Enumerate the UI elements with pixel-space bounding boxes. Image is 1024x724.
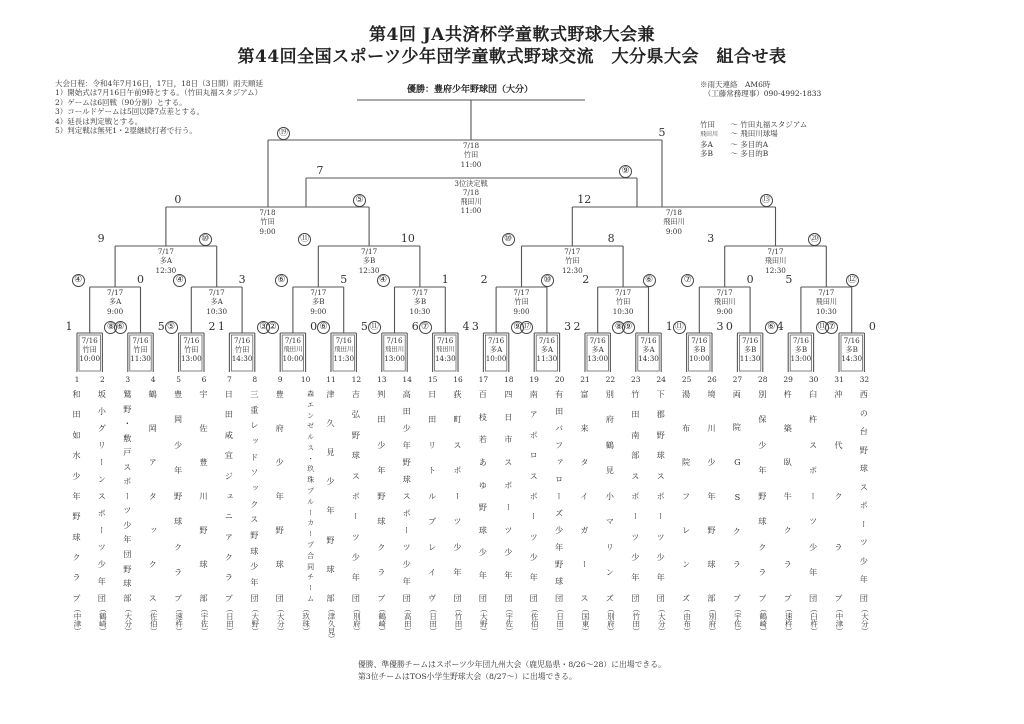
team-name: 有 田 バ フ ァ ロ ー ズ 少 年 野 球 団 bbox=[554, 390, 565, 602]
match-venue: 多A bbox=[591, 345, 604, 354]
match-venue: 多B bbox=[362, 256, 376, 265]
venue-row: 竹田 ～ 竹田丸福スタジアム bbox=[700, 120, 808, 129]
score-label: ⑲ bbox=[278, 128, 288, 138]
match-time: 10:00 bbox=[485, 354, 507, 363]
team-number: 24 bbox=[656, 375, 666, 384]
match-date: 7/17 bbox=[157, 247, 174, 256]
score-label: 12 bbox=[577, 193, 592, 206]
team-number: 2 bbox=[100, 375, 105, 384]
match-time: 9:00 bbox=[107, 307, 124, 316]
score-label: ⑨ bbox=[622, 321, 635, 334]
team-name: 富 来 タ イ ガ ー ス bbox=[580, 390, 590, 602]
match-venue: 多A bbox=[540, 345, 554, 354]
team-town: （速杵） bbox=[784, 605, 794, 635]
team-number: 8 bbox=[252, 375, 258, 384]
match-venue: 多A bbox=[210, 297, 223, 306]
match-venue: 竹田 bbox=[260, 217, 275, 226]
team-name: 判 田 少 年 野 球 ク ラ ブ bbox=[376, 390, 387, 602]
score-label: 2 bbox=[208, 320, 216, 333]
page-title-line2: 第44回全国スポーツ少年団学童軟式野球交流 大分県大会 組合せ表 bbox=[237, 47, 787, 67]
team-town: （国東） bbox=[581, 605, 590, 635]
rule-line: 大会日程：令和4年7月16日，17日，18日（3日間）雨天順延 bbox=[55, 79, 263, 88]
team-name: 竹 田 南 部 ス ポ ー ツ 少 年 団 bbox=[630, 390, 641, 602]
team-town: （佐伯） bbox=[149, 605, 159, 635]
team-name: 荻 町 ス ポ ー ツ 少 年 団 bbox=[453, 390, 463, 602]
match-date: 7/17 bbox=[107, 288, 124, 297]
match-time: 13:00 bbox=[180, 354, 202, 363]
score-label: ⑩ bbox=[541, 274, 554, 287]
score-label: 5 bbox=[785, 273, 793, 286]
third-place-date: 7/18 bbox=[462, 188, 480, 197]
match-date: 7/18 bbox=[665, 208, 682, 217]
team-name: 鶴 岡 ア タ ッ ク ス bbox=[148, 390, 159, 602]
score-label: 6 bbox=[411, 320, 419, 333]
score-label: ⑳ bbox=[810, 234, 820, 244]
team-number: 15 bbox=[427, 375, 438, 384]
score-label: 2 bbox=[582, 273, 590, 286]
team-town: （鶴崎） bbox=[758, 605, 768, 635]
match-date: 7/17 bbox=[818, 288, 835, 297]
score-label: 3 bbox=[564, 320, 572, 333]
team-number: 14 bbox=[402, 375, 412, 384]
team-name: 三 重 レ ッ ド ソ ッ ク ス 野 球 少 年 団 bbox=[249, 390, 260, 602]
match-date: 7/18 bbox=[259, 208, 276, 217]
score-label: ⑪ bbox=[674, 322, 684, 332]
match-time: 12:30 bbox=[765, 266, 786, 275]
match-date: 7/17 bbox=[361, 247, 378, 256]
score-label: 5 bbox=[360, 320, 368, 333]
match-time: 12:30 bbox=[155, 266, 177, 275]
third-place-time: 11:00 bbox=[460, 206, 482, 215]
match-venue: 多B bbox=[312, 297, 325, 306]
team-number: 18 bbox=[504, 375, 514, 384]
team-town: （宇佐） bbox=[200, 605, 209, 635]
score-label: 1 bbox=[65, 320, 73, 333]
team-town: （日田） bbox=[555, 605, 565, 635]
team-number: 13 bbox=[377, 375, 387, 384]
team-number: 4 bbox=[150, 375, 156, 384]
match-time: 14:30 bbox=[638, 354, 659, 363]
score-label: ⑫ bbox=[847, 275, 857, 285]
team-town: （鶴崎） bbox=[377, 605, 387, 635]
team-name: 湯 布 院 フ レ ン ズ bbox=[681, 390, 692, 602]
third-place-label: 3位決定戦 bbox=[454, 179, 488, 188]
score-label: ⑧ bbox=[104, 321, 117, 334]
final-time: 11:00 bbox=[460, 160, 482, 169]
match-date: 7/17 bbox=[513, 288, 530, 297]
team-number: 19 bbox=[529, 375, 539, 384]
match-venue: 飛田川 bbox=[334, 345, 354, 353]
match-date: 7/16 bbox=[234, 336, 251, 345]
team-name: 津 久 見 少 年 野 球 部 bbox=[326, 390, 336, 602]
team-name: 別 府 鶴 見 小 マ リ ン ズ bbox=[605, 390, 616, 602]
team-name: 高 田 少 年 野 球 ス ポ ー ツ 少 年 団 bbox=[402, 390, 413, 602]
match-venue: 飛田川 bbox=[713, 297, 736, 306]
match-venue: 竹田 bbox=[565, 256, 580, 265]
team-town: （大分） bbox=[276, 605, 286, 635]
team-town: （佐伯） bbox=[530, 605, 540, 635]
team-town: （中津） bbox=[73, 605, 82, 635]
score-label: ⑦ bbox=[825, 321, 838, 334]
match-date: 7/16 bbox=[691, 336, 708, 345]
score-label: 10 bbox=[400, 232, 415, 245]
match-time: 11:30 bbox=[536, 354, 558, 363]
team-town: （津久見） bbox=[327, 605, 336, 643]
match-venue: 飛田川 bbox=[764, 256, 787, 265]
match-time: 11:30 bbox=[739, 354, 761, 363]
team-number: 30 bbox=[808, 375, 819, 384]
score-label: ⑩ bbox=[199, 233, 212, 246]
match-time: 11:30 bbox=[333, 354, 355, 363]
match-venue: 多A bbox=[108, 297, 122, 306]
team-town: （速杵） bbox=[174, 605, 184, 635]
team-name: 四 日 市 ス ポ ー ツ 少 年 団 bbox=[503, 390, 514, 602]
score-label: ⑥ bbox=[317, 321, 330, 334]
score-label: ⑧ bbox=[612, 321, 625, 334]
match-time: 10:30 bbox=[409, 307, 431, 316]
match-date: 7/17 bbox=[208, 288, 225, 297]
score-label: 5 bbox=[340, 273, 348, 286]
match-time: 9:00 bbox=[665, 227, 682, 236]
team-town: （大野） bbox=[250, 605, 260, 635]
team-name: 日 田 リ ト ル ブ レ イ ヴ bbox=[427, 390, 438, 602]
team-number: 23 bbox=[631, 375, 641, 384]
contact-line: （工藤常務理事）090-4992-1833 bbox=[700, 89, 822, 99]
match-date: 7/17 bbox=[310, 288, 327, 297]
match-venue: 竹田 bbox=[184, 345, 199, 354]
score-label: 0 bbox=[174, 193, 182, 206]
team-name: 森 エ ン ゼ ル ス ・ 玖 珠 ブ ル ー カ ー プ 合 同 チ ー ム bbox=[306, 390, 315, 602]
score-label: 2 bbox=[480, 273, 488, 286]
match-venue: 多B bbox=[794, 345, 808, 354]
team-number: 5 bbox=[176, 375, 181, 384]
match-time: 10:30 bbox=[206, 307, 228, 316]
team-town: （中津） bbox=[835, 605, 844, 635]
match-venue: 飛田川 bbox=[663, 217, 685, 226]
contact-line: ※雨天連絡 AM6時 bbox=[700, 80, 771, 89]
match-date: 7/16 bbox=[589, 336, 606, 345]
score-label: 2 bbox=[573, 320, 581, 333]
team-town: （大分） bbox=[657, 605, 667, 635]
match-venue: 竹田 bbox=[133, 345, 148, 354]
third-place-venue: 飛田川 bbox=[460, 197, 482, 206]
match-time: 9:00 bbox=[513, 307, 530, 316]
match-venue: 多A bbox=[489, 345, 503, 354]
score-label: ⑪ bbox=[300, 234, 310, 244]
score-label: ⑥ bbox=[765, 321, 778, 334]
match-venue: 飛田川 bbox=[283, 345, 303, 353]
match-time: 13:00 bbox=[587, 354, 609, 363]
team-town: （別府） bbox=[708, 605, 717, 635]
footer-line: 第3位チームはTOS小学生野球大会（8/27～）に出場できる。 bbox=[358, 672, 577, 681]
score-label: ⑥ bbox=[643, 274, 656, 287]
score-label: 9 bbox=[97, 232, 105, 245]
team-town: （竹田） bbox=[631, 605, 641, 635]
team-name: 宇 佐 豊 川 野 球 部 bbox=[199, 390, 209, 602]
match-date: 7/16 bbox=[335, 336, 352, 345]
match-time: 10:00 bbox=[282, 354, 304, 363]
venue-row: 飛田川 ～ 飛田川球場 bbox=[700, 129, 778, 139]
team-name: 南 ア ポ ロ ス ポ ー ツ 少 年 団 bbox=[529, 390, 540, 602]
match-time: 14:30 bbox=[231, 354, 253, 363]
team-number: 1 bbox=[74, 375, 80, 384]
score-label: 4 bbox=[462, 320, 470, 333]
team-number: 12 bbox=[351, 375, 362, 384]
team-town: （鶴崎） bbox=[98, 605, 108, 635]
footer-line: 優勝、準優勝チームはスポーツ少年団九州大会（鹿児島県・8/26～28）に出場できる。 bbox=[358, 660, 666, 669]
score-label: ② bbox=[266, 321, 279, 334]
score-label: ⑪ bbox=[369, 322, 379, 332]
team-number: 7 bbox=[227, 375, 232, 384]
match-venue: 竹田 bbox=[234, 345, 250, 354]
score-label: ⑰ bbox=[522, 322, 532, 332]
score-label: ⑦ bbox=[681, 274, 694, 287]
score-label: ⑤ bbox=[353, 194, 366, 207]
final-venue: 竹田 bbox=[463, 150, 479, 159]
match-venue: 多B bbox=[743, 345, 757, 354]
match-date: 7/17 bbox=[767, 247, 784, 256]
match-date: 7/16 bbox=[538, 336, 555, 345]
match-venue: 多B bbox=[413, 297, 427, 306]
score-label: 4 bbox=[776, 320, 784, 333]
team-number: 22 bbox=[605, 375, 616, 384]
team-name: 下 郡 野 球 ス ポ ー ツ 少 年 団 bbox=[656, 390, 667, 602]
match-time: 12:30 bbox=[561, 266, 583, 275]
match-date: 7/16 bbox=[488, 336, 505, 345]
match-date: 7/17 bbox=[411, 288, 428, 297]
match-date: 7/17 bbox=[716, 288, 733, 297]
match-date: 7/17 bbox=[615, 288, 632, 297]
match-date: 7/16 bbox=[640, 336, 657, 345]
team-town: （高田） bbox=[403, 605, 413, 635]
score-label: ⑬ bbox=[761, 195, 771, 205]
match-venue: 多B bbox=[693, 345, 706, 354]
rule-line: 5）判定戦は無死1・2塁継続打者で行う。 bbox=[55, 126, 197, 136]
score-label: 3 bbox=[471, 320, 479, 333]
team-town: （別府） bbox=[606, 605, 616, 635]
match-venue: 多B bbox=[845, 345, 858, 354]
match-date: 7/16 bbox=[284, 336, 301, 345]
score-label: 1 bbox=[217, 320, 225, 333]
match-venue: 飛田川 bbox=[435, 345, 455, 353]
team-name: 西 の 台 野 球 ス ポ ー ツ 少 年 団 bbox=[859, 390, 870, 602]
rule-line: 3）コールドゲームは5回以降7点差とする。 bbox=[55, 107, 205, 117]
score-label: 8 bbox=[607, 232, 615, 245]
match-time: 9:00 bbox=[259, 227, 276, 236]
team-name: 豊 府 少 年 野 球 団 bbox=[275, 390, 286, 602]
match-venue: 竹田 bbox=[615, 297, 631, 306]
match-venue: 竹田 bbox=[514, 297, 529, 306]
team-name: 和 田 如 水 少 年 野 球 ク ラ ブ bbox=[72, 390, 82, 602]
score-label: 3 bbox=[238, 273, 246, 286]
score-label: ④ bbox=[173, 274, 186, 287]
team-town: （竹田） bbox=[454, 605, 463, 635]
score-label: 0 bbox=[868, 320, 876, 333]
match-date: 7/16 bbox=[386, 336, 403, 345]
team-town: （大分） bbox=[123, 605, 133, 635]
team-town: （大分） bbox=[860, 605, 870, 635]
team-number: 20 bbox=[554, 375, 565, 384]
score-label: 5 bbox=[658, 126, 666, 139]
team-town: （玖珠） bbox=[301, 605, 311, 635]
score-label: ⑨ bbox=[511, 321, 524, 334]
rule-line: 1）開始式は7月16日午前9時とする。（竹田丸福スタジアム） bbox=[55, 88, 263, 98]
team-name: 杵 築 臥 牛 ク ラ ブ bbox=[783, 390, 794, 602]
score-label: ⑤ bbox=[165, 321, 178, 334]
team-name: 境 川 少 年 野 球 部 bbox=[707, 390, 717, 602]
score-label: 0 bbox=[746, 273, 754, 286]
score-label: ④ bbox=[377, 274, 390, 287]
team-name: 鷲 野 ・ 敷 戸 ス ポ ー ツ 少 年 団 野 球 部 bbox=[122, 390, 133, 602]
team-number: 6 bbox=[201, 375, 207, 384]
match-date: 7/16 bbox=[183, 336, 200, 345]
match-venue: 多A bbox=[159, 256, 173, 265]
team-name: 臼 杵 ス ポ ー ツ 少 年 団 bbox=[808, 390, 819, 602]
team-number: 9 bbox=[277, 375, 283, 384]
team-name: 豊 岡 少 年 野 球 ク ラ ブ bbox=[173, 390, 184, 602]
team-town: （宇佐） bbox=[504, 605, 514, 635]
match-venue: 飛田川 bbox=[384, 345, 405, 353]
final-date: 7/18 bbox=[462, 141, 480, 150]
team-town: （別府） bbox=[352, 605, 362, 635]
score-label: ⑦ bbox=[419, 321, 432, 334]
match-time: 10:00 bbox=[688, 354, 710, 363]
match-date: 7/17 bbox=[564, 247, 581, 256]
team-number: 16 bbox=[453, 375, 463, 384]
score-label: 1 bbox=[441, 273, 449, 286]
page-title-line1: 第4回 JA共済杯学童軟式野球大会兼 bbox=[369, 25, 655, 45]
footer-notes bbox=[358, 659, 666, 683]
score-label: ⑪ bbox=[817, 322, 827, 332]
team-name: 日 田 咸 宜 ジ ュ ニ ア ク ラ ブ bbox=[224, 390, 235, 602]
score-label: 1 bbox=[665, 320, 673, 333]
team-town: （由布） bbox=[682, 605, 692, 635]
match-date: 7/16 bbox=[81, 336, 98, 345]
team-name: 沖 代 ク ラ ブ bbox=[834, 390, 844, 602]
team-name: 吉 弘 野 球 ス ポ ー ツ 少 年 団 bbox=[351, 390, 362, 602]
match-time: 14:30 bbox=[841, 354, 863, 363]
team-number: 10 bbox=[300, 375, 311, 384]
score-label: 0 bbox=[725, 320, 733, 333]
match-venue: 多A bbox=[642, 345, 655, 354]
match-time: 11:30 bbox=[130, 354, 151, 363]
match-time: 13:00 bbox=[790, 354, 812, 363]
match-time: 14:30 bbox=[434, 354, 456, 363]
score-label: ③ bbox=[257, 321, 270, 334]
team-town: （宇佐） bbox=[733, 605, 743, 635]
match-time: 13:00 bbox=[384, 354, 405, 363]
team-name: 百 枝 若 あ ゆ 野 球 少 年 団 bbox=[478, 390, 489, 602]
team-number: 28 bbox=[758, 375, 768, 384]
match-date: 7/16 bbox=[437, 336, 454, 345]
team-name: 別 保 少 年 野 球 ク ラ ブ bbox=[757, 390, 768, 602]
team-number: 25 bbox=[681, 375, 692, 384]
venue-row: 多A ～ 多目的A bbox=[700, 139, 769, 149]
score-label: ⑥ bbox=[275, 274, 288, 287]
team-number: 3 bbox=[125, 375, 131, 384]
team-town: （日田） bbox=[428, 605, 438, 635]
match-time: 10:30 bbox=[612, 307, 634, 316]
team-name: 坂 小 グ リ ー ン ス ポ ー ツ 少 年 団 bbox=[97, 390, 108, 602]
match-date: 7/16 bbox=[132, 336, 149, 345]
rule-line: 2）ゲームは6回戦（90分制）とする。 bbox=[55, 97, 187, 107]
score-label: ⑩ bbox=[502, 233, 515, 246]
match-date: 7/16 bbox=[742, 336, 759, 345]
match-time: 9:00 bbox=[310, 307, 327, 316]
match-time: 10:00 bbox=[79, 354, 101, 363]
venue-row: 多B ～ 多目的B bbox=[700, 149, 769, 159]
match-time: 9:00 bbox=[716, 307, 733, 316]
score-label: 3 bbox=[716, 320, 724, 333]
match-venue: 飛田川 bbox=[815, 297, 838, 306]
rule-line: 4）延長は判定戦とする。 bbox=[55, 116, 143, 126]
team-town: （日田） bbox=[225, 605, 235, 635]
match-date: 7/16 bbox=[792, 336, 809, 345]
team-number: 11 bbox=[326, 375, 336, 384]
team-town: （大野） bbox=[479, 605, 489, 635]
score-label: 0 bbox=[137, 273, 144, 286]
team-number: 31 bbox=[834, 375, 844, 384]
match-time: 10:30 bbox=[815, 307, 837, 316]
team-number: 32 bbox=[859, 375, 870, 384]
team-number: 17 bbox=[478, 375, 489, 384]
team-number: 26 bbox=[707, 375, 717, 384]
score-label: 0 bbox=[310, 320, 318, 333]
score-label: 7 bbox=[316, 164, 324, 177]
team-name: 両 院 G S ク ラ ブ bbox=[732, 390, 743, 602]
champion-label: 優勝：豊府少年野球団（大分） bbox=[406, 85, 533, 95]
team-town: （臼杵） bbox=[809, 605, 819, 635]
score-label: ⑨ bbox=[619, 165, 632, 178]
team-number: 29 bbox=[783, 375, 793, 384]
team-number: 27 bbox=[732, 375, 743, 384]
team-number: 21 bbox=[580, 375, 590, 384]
score-label: 3 bbox=[707, 232, 715, 245]
score-label: 5 bbox=[157, 320, 165, 333]
score-label: ⑥ bbox=[114, 321, 127, 334]
match-date: 7/16 bbox=[843, 336, 860, 345]
match-time: 12:30 bbox=[358, 266, 380, 275]
score-label: ④ bbox=[72, 274, 85, 287]
match-venue: 竹田 bbox=[82, 345, 97, 354]
